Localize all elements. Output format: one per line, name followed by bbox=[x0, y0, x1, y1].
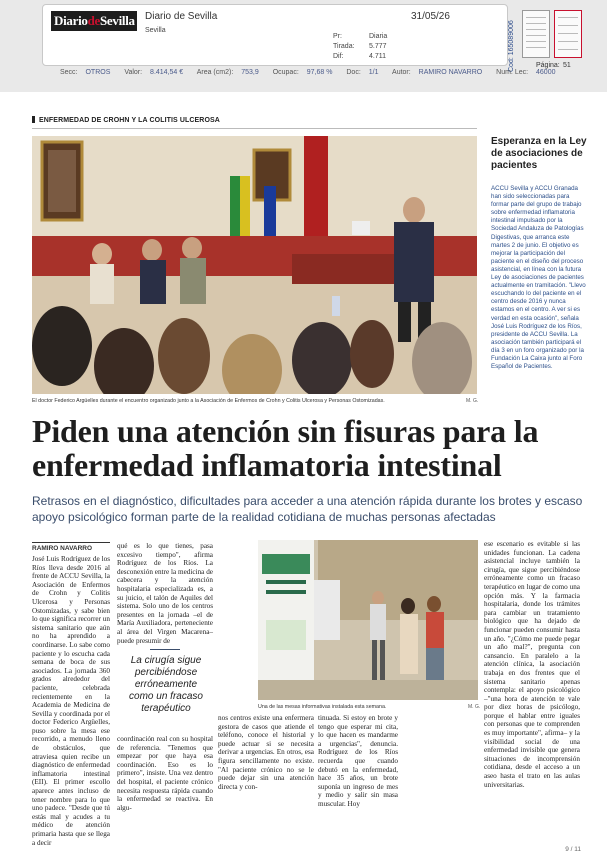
clipping-header bbox=[0, 0, 607, 92]
meta-section: Secc: OTROS bbox=[60, 69, 111, 76]
document-page-indicator: 9 / 11 bbox=[565, 846, 581, 853]
page-thumbnail-current[interactable] bbox=[554, 10, 582, 58]
publication-date: 31/05/26 bbox=[411, 11, 450, 22]
pullquote-divider bbox=[150, 649, 180, 650]
publication-name: Diario de Sevilla bbox=[145, 11, 218, 22]
page-label: Página: bbox=[536, 62, 560, 69]
stat-label-distribution: Dif: bbox=[333, 53, 344, 60]
secondary-photo-credit: M. G. bbox=[468, 704, 481, 710]
page-thumbnail[interactable] bbox=[522, 10, 550, 58]
info-table-photo-illustration bbox=[258, 540, 478, 700]
stat-value-periodicity: Diaria bbox=[369, 33, 388, 40]
stat-label-circulation: Tirada: bbox=[333, 43, 355, 50]
sidebar-body: ACCU Sevilla y ACCU Granada han sido seleccionadas para formar parte del grupo de trabajo sobre enfermedad inflamatoria intestinal impulsado por la Sociedad Andaluza de Patologías Digestivas, que arranca este martes 2 de junio. El objetivo es mejorar la participación del paciente en el diseño del proceso asistencial, en línea con la futura Ley de asociaciones de pacientes actualmente en tramitación. "Llevo escuchando lo del paciente en el centro desde 2016 y nunca estamos en el centro. A ver si es verdad en esta ocasión", señala José Luis Rodríguez de los Ríos, presidente de ACCU Sevilla. La asociación también participará el día 3 en un foro organizado por la Fundación La Caixa junto al Foro Español de Pacientes. bbox=[491, 185, 586, 371]
clipping-metadata bbox=[60, 69, 567, 76]
body-column-2-top: qué es lo que tienes, pasa excesivo tiempo", afirma Rodríguez de los Ríos. La desconexión entre la medicina de cabecera y la atención hospitalaria especializada es, a su juicio, el talón de Aquiles del sistema. Solo uno de los centros presentes en la jornada –el de María Auxiliadora, perteneciente al área del Virgen Macarena– puede presumir de bbox=[117, 542, 213, 645]
body-column-3: nos centros existe una enfermera gestora de casos que atiende el teléfono, conoce el historial y puede actuar si se necesita derivar a urgencias. En otros, esa figura sencillamente no existe. "Al paciente crónico no se le puede dejar sin una atención directa y con- bbox=[218, 714, 314, 791]
meta-area: Area (cm2): 753,9 bbox=[196, 69, 259, 76]
main-photo bbox=[32, 136, 477, 394]
publication-city: Sevilla bbox=[145, 27, 166, 34]
article-kicker: ENFERMEDAD DE CROHN Y LA COLITIS ULCEROSA bbox=[32, 116, 220, 124]
headline: Piden una atención sin fisuras para la enfermedad inflamatoria intestinal bbox=[32, 413, 539, 483]
byline-divider bbox=[32, 542, 110, 543]
stat-value-circulation: 5.777 bbox=[369, 43, 387, 50]
page-number: 51 bbox=[563, 62, 571, 69]
page-thumbnails[interactable] bbox=[522, 10, 582, 58]
body-column-4: tinuada. Si estoy en brote y tengo que esperar mi cita, lo que hacen es mandarme a urgencias", denuncia. Rodríguez de los Ríos recuerda que cuando debutó en la enfermedad, hace 35 años, un brote suponía un ingreso de mes y medio y salir sin masa muscular. Hoy bbox=[318, 714, 398, 808]
meta-value: Valor: 8.414,54 € bbox=[124, 69, 184, 76]
secondary-photo bbox=[258, 540, 478, 700]
stat-label-periodicity: Pr: bbox=[333, 33, 342, 40]
meta-occupancy: Ocupac: 97,68 % bbox=[272, 69, 333, 76]
meta-doc: Doc: 1/1 bbox=[346, 69, 379, 76]
body-column-5: ese escenario es evitable si las unidades funcionan. La cadena asistencial incluye también la cirugía, que sigue percibiéndose erróneamente como un fracaso terapéutico en lugar de como una opción más. Y la farmacia hospitalaria, donde los trámites para cambiar un tratamiento biológico que ha dejado de funcionar pueden consumir hasta un año. "¿Cómo me puede pegar un año mal?", pregunta con cansancio. En paralelo a la atención clínica, la asociación trabaja en dos frentes que el sistema sanitario apenas contempla: el apoyo psicológico –"una hora de atención te vale por diez horas de psicólogo, porque el hablar entre iguales con personas que te comprenden es muy importante", afirma– y la visibilidad social de una enfermedad invisible que genera situaciones de incomprensión cotidiana, desde el acceso a un aseo hasta el trato en las aulas universitarias. bbox=[484, 540, 580, 789]
stat-value-distribution: 4.711 bbox=[369, 53, 386, 60]
article bbox=[0, 92, 607, 861]
subheadline: Retrasos en el diagnóstico, dificultades para acceder a una atención rápida durante los brotes y escaso apoyo psicológico forman parte de la realidad cotidiana de muchas personas afectadas bbox=[32, 494, 583, 524]
publication-card bbox=[42, 4, 508, 66]
meta-author: Autor: RAMIRO NAVARRO bbox=[392, 69, 483, 76]
secondary-photo-caption: Una de las mesas informativas instalada esta semana. bbox=[258, 704, 387, 710]
byline: RAMIRO NAVARRO bbox=[32, 545, 93, 552]
publication-logo: DiariodeSevilla bbox=[51, 11, 137, 31]
sidebar-title: Esperanza en la Ley de asociaciones de pacientes bbox=[491, 136, 587, 171]
pullquote: La cirugía sigue percibiéndose erróneamente como un fracaso terapéutico bbox=[129, 655, 203, 714]
conference-photo-illustration bbox=[32, 136, 477, 394]
photo-caption: El doctor Federico Argüelles durante el encuentro organizado junto a la Asociación de Enfermos de Crohn y Colitis Ulcerosa y Personas Ostomizadas. bbox=[32, 398, 385, 404]
meta-readers: Num. Lec: 46000 bbox=[496, 69, 556, 76]
clipping-code: Cod: 165089006 bbox=[508, 20, 515, 72]
kicker-divider bbox=[32, 128, 477, 129]
body-column-2-bottom: coordinación real con su hospital de referencia. "Tenemos que empezar por que haya esa coordinación. Eso es lo primero", insiste. Una vez dentro del hospital, el paciente crónico necesita respuesta rápida cuando la enfermedad se reactiva. En algu- bbox=[117, 735, 213, 812]
body-column-1: José Luis Rodríguez de los Ríos lleva desde 2016 al frente de ACCU Sevilla, la Asociación de Enfermos de Crohn y Colitis Ulcerosa y Personas Ostomizadas, y sabe bien lo que significa recorrer un sistema sanitario que aún no ha aprendido a coordinarse. Lo sabe como paciente y lo escucha cada semana de boca de sus asociados. La jornada 360 grados alrededor del paciente, celebrada recientemente en la Academia de Medicina de Sevilla y coordinada por el doctor Federico Argüelles, puso sobre la mesa ese recorrido, a menudo lleno de obstáculos, que atraviesa quien recibe un diagnóstico de enfermedad inflamatoria intestinal (EII). El primer escollo aparece antes incluso de tener nombre para lo que uno padece. "Desde que tú estás mal y acudes a tu médico de atención primaria hasta que se llega a decir bbox=[32, 555, 110, 847]
photo-credit: M. G. bbox=[466, 398, 479, 404]
